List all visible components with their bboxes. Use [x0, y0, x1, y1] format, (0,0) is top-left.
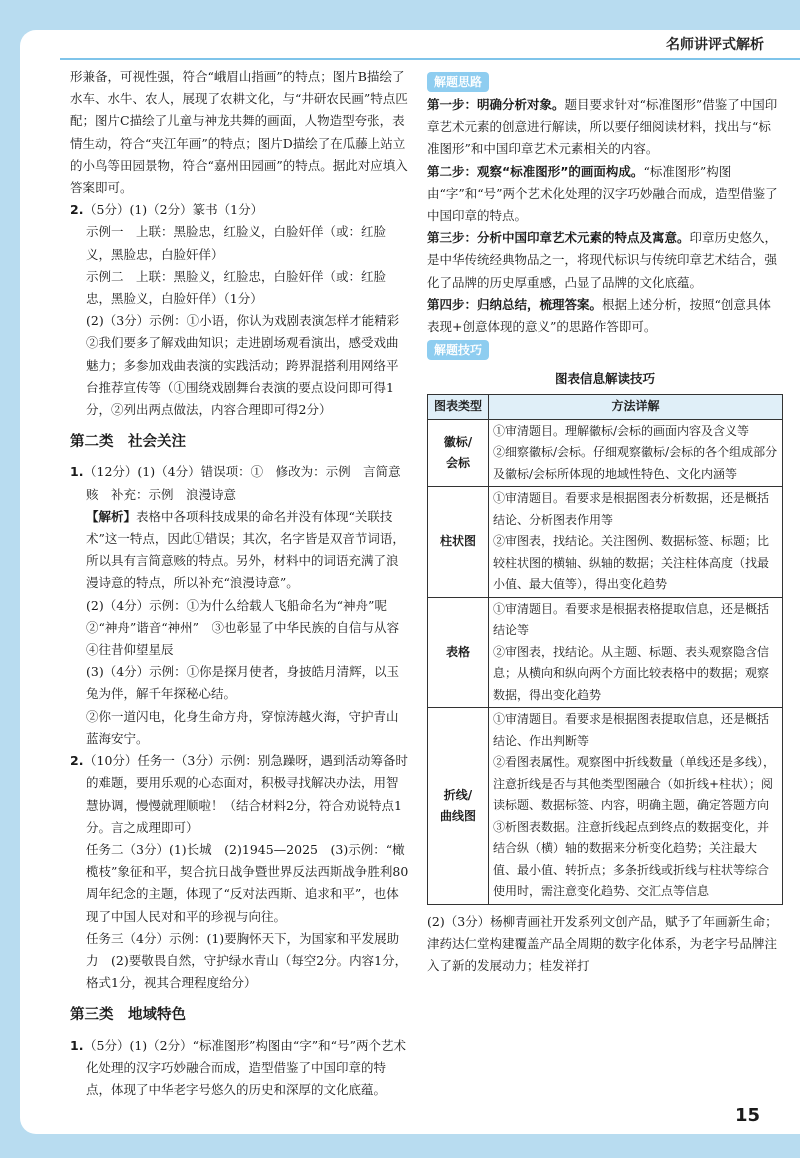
step-label: 第四步：归纳总结，梳理答案。 [427, 296, 603, 312]
method-cell [489, 487, 783, 598]
question-number: 2. [70, 753, 84, 769]
tag-solution-approach: 解题思路 [427, 72, 489, 92]
tag-solution-technique: 解题技巧 [427, 340, 489, 360]
answer-continuation: (2)（3分）杨柳青画社开发系列文创产品，赋予了年画新生命；津药达仁堂构建覆盖产品全周期的数字化体系，为老字号品牌注入了新的发展动力；桂发祥打 [427, 913, 778, 974]
solution-step [427, 161, 783, 228]
table-header-method: 方法详解 [489, 395, 783, 420]
answer-text: （5分）(1)（2分）“标准图形”构图由“字”和“号”两个艺术化处理的汉字巧妙融合而成，造型借鉴了中国印章的特点，体现了中华老字号悠久的历史和深厚的文化底蕴。 [84, 1037, 406, 1097]
header-title: 名师讲评式解析 [666, 37, 764, 53]
method-line: ②审图表，找结论。关注图例、数据标签、标题；比较柱状图的横轴、纵轴的数据；关注柱体高度（找最小值、最大值等），得出变化趋势 [493, 534, 770, 592]
method-line: ②看图表属性。观察图中折线数量（单线还是多线），注意折线是否与其他类型图融合（如折线+柱状）；阅读标题、数据标签、内容，明确主题，确定答题方向 [493, 755, 776, 813]
answer-text: 任务三（4分）示例：(1)要胸怀天下，为国家和平发展助力 (2)要敬畏自然，守护绿水青山（每空2分。内容1分，格式1分，视其合理程度给分） [86, 930, 408, 991]
answer-text: 示例一 上联：黑脸忠，红脸义，白脸奸佯（或：红脸义，黑脸忠，白脸奸佯） [86, 224, 387, 262]
analysis-label: 【解析】 [86, 508, 137, 524]
answer-text: ②你一道闪电，化身生命方舟，穿惊涛越火海，守护青山蓝海安宁。 [86, 708, 399, 746]
step-text: 根据上述分析，按照“创意具体表现+创意体现的意义”的思路作答即可。 [427, 296, 771, 335]
answer-text: (3)（4分）示例：①你是探月使者，身披皓月清辉，以玉兔为伴，解千年探秘心结。 [86, 664, 400, 702]
page [20, 30, 800, 1134]
answer-text: (2)（4分）示例：①为什么给载人飞船命名为“神舟”呢 ②“神舟”谐音“神州” ③也彰显了中华民族的自信与从容 ④往昔仰望星辰 [86, 597, 412, 658]
step-label: 第三步：分析中国印章艺术元素的特点及寓意。 [427, 230, 690, 246]
table-row [428, 487, 783, 598]
table-header-type: 图表类型 [428, 395, 489, 420]
step-label: 第二步：观察“标准图形”的画面构成。 [427, 163, 644, 179]
solution-step [427, 294, 783, 338]
regional-question-1 [70, 1035, 410, 1102]
chart-type-cell: 折线/ 曲线图 [428, 708, 489, 905]
analysis-text: 表格中各项科技成果的命名并没有体现“关联技术”这一特点，因此①错误；其次，名字皆是双音节词语，所以具有言简意赅的特点。另外，材料中的词语充满了浪漫诗意的特点，所以补充“浪漫诗意”。 [86, 508, 405, 591]
solution-steps [427, 94, 783, 338]
method-line: ①审清题目。看要求是根据表格提取信息，还是概括结论等 [493, 601, 770, 638]
technique-table [427, 394, 783, 905]
answer-text: （5分）(1)（2分）篆书（1分） [84, 202, 264, 218]
table-title: 图表信息解读技巧 [554, 371, 655, 387]
question-number: 2. [70, 202, 84, 218]
method-cell [489, 597, 783, 708]
header-divider [60, 58, 800, 60]
question-number: 1. [70, 1037, 84, 1053]
question-2 [70, 199, 410, 421]
step-label: 第一步：明确分析对象。 [427, 97, 565, 112]
step-text: 印章历史悠久，是中华传统经典物品之一，将现代标识与传统印章艺术结合，强化了品牌的历史厚重感，凸显了品牌的文化底蕴。 [427, 230, 778, 290]
table-row [428, 597, 783, 708]
chart-type-cell: 表格 [428, 597, 489, 708]
solution-step [427, 94, 783, 161]
page-number: 15 [734, 1105, 760, 1126]
step-text: “标准图形”构图由“字”和“号”两个艺术化处理的汉字巧妙融合而成，造型借鉴了中国印章的特点。 [427, 163, 778, 224]
paragraph-continuation: 形兼备，可视性强，符合“峨眉山指画”的特点；图片B描绘了水车、水牛、农人，展现了农耕文化，与“井研农民画”特点匹配；图片C描绘了儿童与神龙共舞的画面，人物造型夸张，表情生动，符合“夹江年画”的特点；图片D描绘了在瓜藤上站立的小鸟等田园景物，符合“嘉州田园画”的特点。据此对应填入答案即可。 [70, 69, 408, 196]
method-line: ②细察徽标/会标。仔细观察徽标/会标的各个组成部分及徽标/会标所体现的地域性特色、文化内涵等 [493, 445, 778, 481]
answer-text: （10分）任务一（3分）示例：别急躁呀，遇到活动筹备时的难题，要用乐观的心态面对，积极寻找解决办法，用智慧协调，慢慢就理顺啦！（结合材料2分，符合劝说特点1分。言之成理即可） [84, 753, 408, 835]
answer-text: （12分）(1)（4分）错误项：① 修改为：示例 言简意赅 补充：示例 浪漫诗意 [84, 464, 401, 502]
table-row [428, 708, 783, 905]
table-row [428, 419, 783, 487]
section-title-regional: 第三类 地域特色 [70, 1007, 186, 1024]
section-title-social: 第二类 社会关注 [70, 434, 186, 451]
method-cell [489, 419, 783, 487]
social-question-2 [70, 750, 410, 994]
chart-type-cell: 柱状图 [428, 487, 489, 598]
method-cell [489, 708, 783, 905]
step-text: 题目要求针对“标准图形”借鉴了中国印章艺术元素的创意进行解读，所以要仔细阅读材料，找出与“标准图形”和中国印章艺术元素相关的内容。 [427, 97, 778, 157]
solution-step [427, 227, 783, 294]
answer-text: 示例二 上联：黑脸义，红脸忠，白脸奸佯（或：红脸忠，黑脸义，白脸奸佯）（1分） [86, 268, 387, 307]
question-number: 1. [70, 464, 84, 480]
answer-text: 任务二（3分）(1)长城 (2)1945—2025 (3)示例：“橄榄枝”象征和平，契合抗日战争暨世界反法西斯战争胜利80周年纪念的主题，体现了“反对法西斯、追求和平”，也体现了中国人民对和平的珍视与向往。 [86, 841, 409, 924]
chart-type-cell: 徽标/ 会标 [428, 419, 489, 487]
method-line: ③析图表数据。注意折线起点到终点的数据变化，并结合纵（横）轴的数据来分析变化趋势；关注最大值、最小值、转折点；多条折线或折线与柱状等综合使用时，需注意变化趋势、交汇点等信息 [493, 819, 770, 899]
method-line: ①审清题目。理解徽标/会标的画面内容及含义等 [493, 423, 750, 438]
left-column [70, 66, 410, 1101]
method-line: ①审清题目。看要求是根据图表提取信息，还是概括结论、作出判断等 [493, 712, 770, 748]
method-line: ①审清题目。看要求是根据图表分析数据，还是概括结论、分析图表作用等 [493, 491, 770, 527]
method-line: ②审图表，找结论。从主题、标题、表头观察隐含信息；从横向和纵向两个方面比较表格中的数据；观察数据，得出变化趋势 [493, 644, 770, 702]
answer-text: (2)（3分）示例：①小语，你认为戏剧表演怎样才能精彩 ②我们要多了解戏曲知识；走进剧场观看演出，感受戏曲魅力；多参加戏曲表演的实践活动；跨界混搭利用网络平台推荐宣传等（①围绕戏剧舞台表演的要点设问即可得1分，②列出两点做法，内容合理即可得2分） [86, 313, 412, 418]
social-question-1 [70, 461, 410, 750]
right-column [427, 70, 783, 978]
